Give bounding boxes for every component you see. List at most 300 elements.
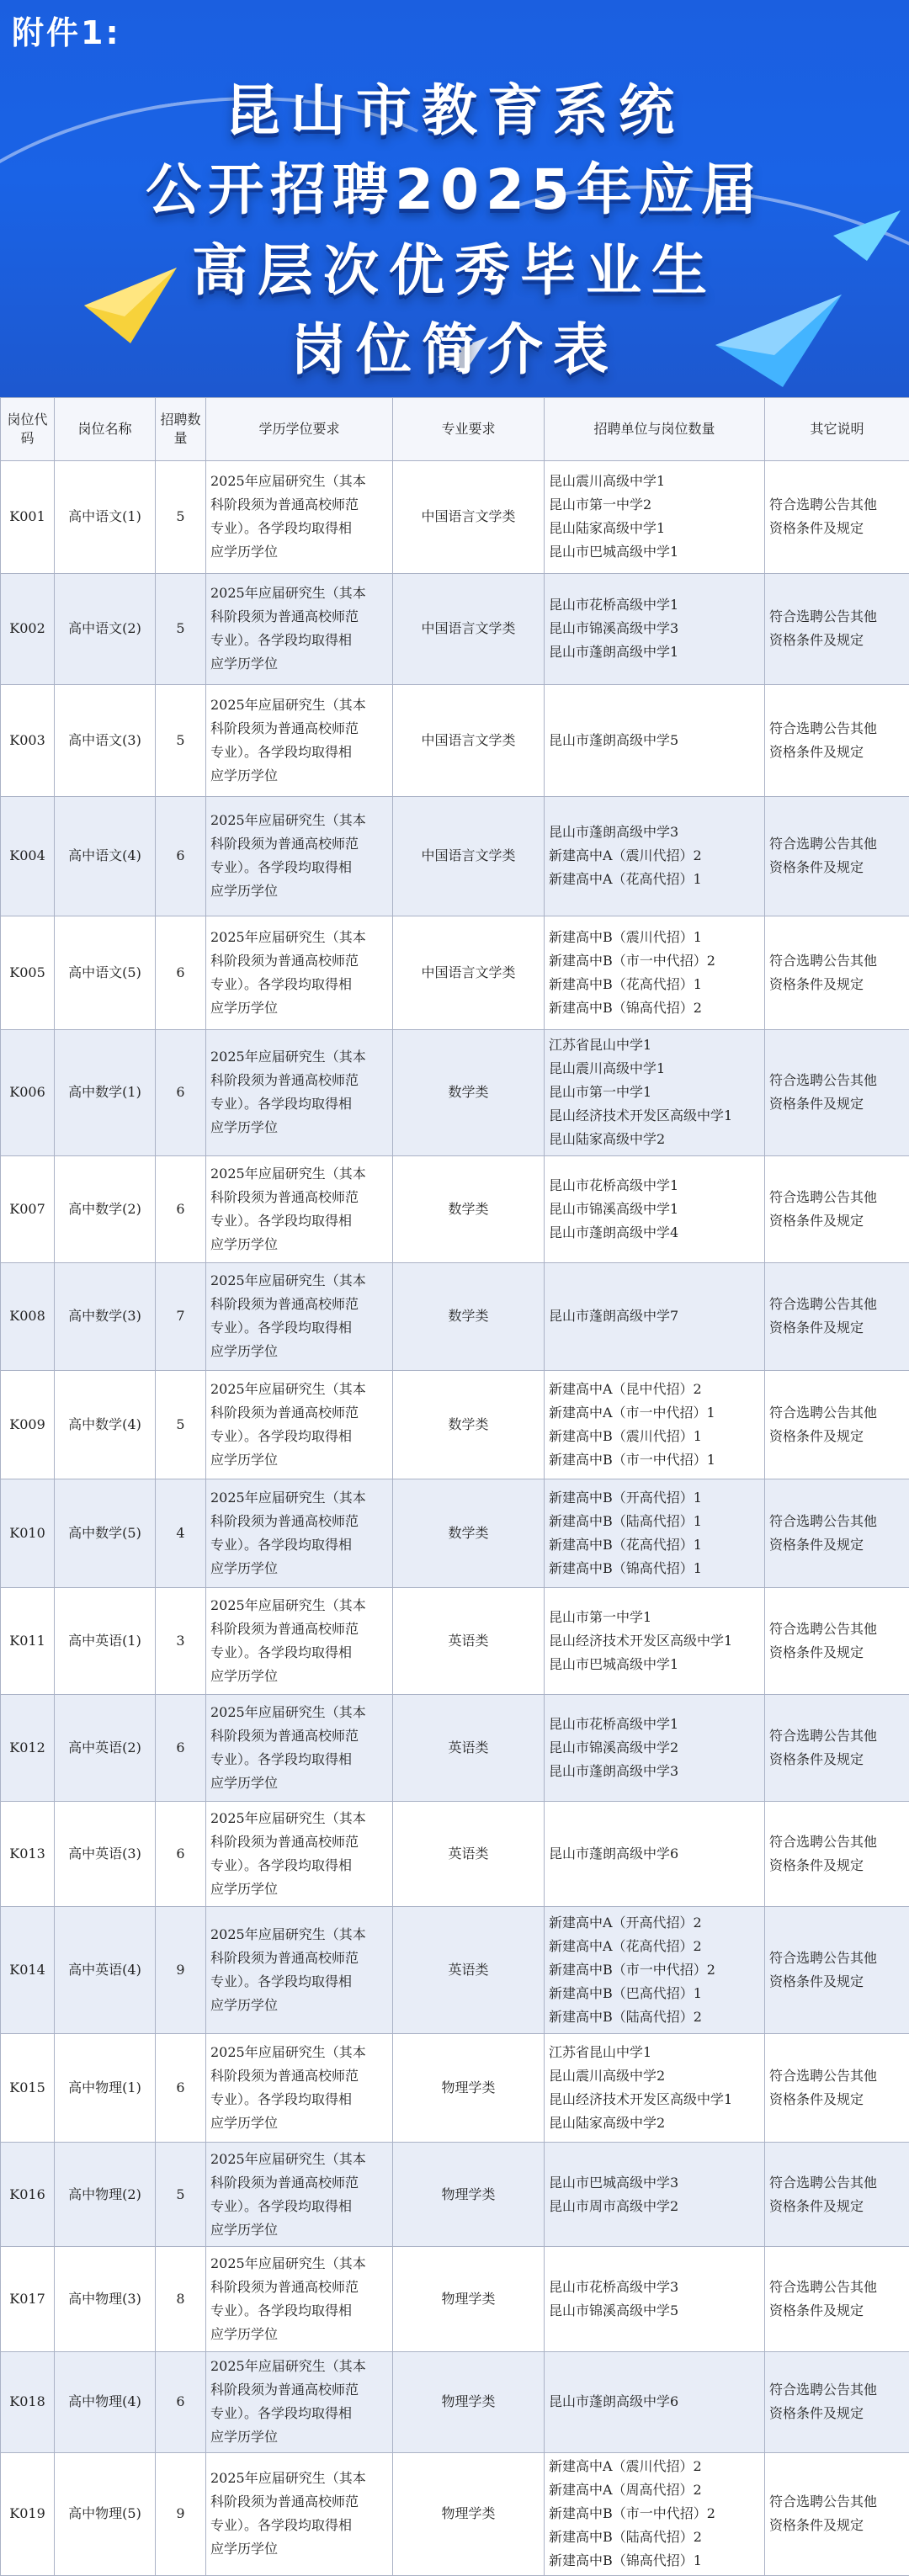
hire-count: 5 — [156, 461, 206, 574]
position-code: K010 — [1, 1479, 55, 1587]
education-requirement-line: 2025年应届研究生（其本 — [210, 1704, 366, 1721]
education-requirement-line: 科阶段须为普通高校师范 — [210, 836, 359, 852]
major-requirement: 数学类 — [393, 1155, 545, 1262]
other-notes-line: 符合选聘公告其他 — [769, 2068, 878, 2085]
position-name: 高中英语(3) — [55, 1802, 156, 1907]
hiring-units-line: 新建高中B（震川代招）1 — [549, 1427, 702, 1444]
title-line-4: 岗位简介表 — [290, 317, 619, 382]
position-code: K003 — [1, 684, 55, 796]
table-row — [1, 2034, 909, 2143]
position-name: 高中语文(2) — [55, 573, 156, 684]
hiring-units-line: 昆山市蓬朗高级中学7 — [549, 1308, 679, 1325]
other-notes-line: 资格条件及规定 — [769, 520, 864, 537]
hire-count: 3 — [156, 1587, 206, 1695]
other-notes — [765, 1695, 909, 1802]
education-requirement-line: 应学历学位 — [210, 1775, 279, 1792]
table-row — [1, 1907, 909, 2034]
education-requirement-line: 专业）。各学段均取得相 — [210, 1320, 353, 1336]
education-requirement-line: 专业）。各学段均取得相 — [210, 1973, 353, 1990]
other-notes-line: 符合选聘公告其他 — [769, 1950, 878, 1967]
education-requirement-line: 科阶段须为普通高校师范 — [210, 2279, 359, 2296]
position-name: 高中数学(2) — [55, 1155, 156, 1262]
hire-count: 6 — [156, 1802, 206, 1907]
hiring-units-line: 新建高中B（锦高代招）1 — [549, 1559, 702, 1576]
table-row — [1, 2351, 909, 2452]
hiring-units — [545, 2143, 765, 2247]
education-requirement-line: 应学历学位 — [210, 1997, 279, 2014]
education-requirement — [206, 1370, 393, 1479]
education-requirement — [206, 1262, 393, 1370]
table-row — [1, 1370, 909, 1479]
hiring-units-line: 昆山市第一中学2 — [549, 497, 652, 513]
education-requirement-line: 应学历学位 — [210, 2221, 279, 2238]
hiring-units — [545, 1695, 765, 1802]
other-notes-line: 资格条件及规定 — [769, 2302, 864, 2319]
other-notes — [765, 796, 909, 916]
education-requirement-line: 2025年应届研究生（其本 — [210, 585, 366, 602]
hiring-units — [545, 1907, 765, 2034]
table-row — [1, 1479, 909, 1587]
education-requirement-line: 专业）。各学段均取得相 — [210, 1212, 353, 1229]
education-requirement-line: 科阶段须为普通高校师范 — [210, 1728, 359, 1745]
education-requirement — [206, 1155, 393, 1262]
position-code: K018 — [1, 2351, 55, 2452]
hire-count: 8 — [156, 2247, 206, 2352]
education-requirement-line: 2025年应届研究生（其本 — [210, 1810, 366, 1827]
other-notes-line: 符合选聘公告其他 — [769, 2279, 878, 2296]
education-requirement-line: 专业）。各学段均取得相 — [210, 1857, 353, 1874]
hiring-units-line: 昆山市锦溪高级中学3 — [549, 620, 679, 637]
table-row — [1, 1155, 909, 1262]
hiring-units-line: 昆山陆家高级中学2 — [549, 2115, 666, 2132]
hiring-units-line: 昆山市锦溪高级中学2 — [549, 1739, 679, 1756]
hiring-units-line: 昆山市蓬朗高级中学4 — [549, 1224, 679, 1240]
position-name: 高中英语(4) — [55, 1907, 156, 2034]
other-notes — [765, 2034, 909, 2143]
col-header-education: 学历学位要求 — [206, 398, 393, 461]
table-header-row — [1, 398, 909, 461]
education-requirement — [206, 1695, 393, 1802]
education-requirement-line: 应学历学位 — [210, 544, 279, 560]
education-requirement-line: 科阶段须为普通高校师范 — [210, 1188, 359, 1205]
other-notes — [765, 1907, 909, 2034]
hiring-units-line: 昆山陆家高级中学2 — [549, 1131, 666, 1148]
education-requirement-line: 应学历学位 — [210, 883, 279, 900]
position-name: 高中英语(2) — [55, 1695, 156, 1802]
hire-count: 6 — [156, 2351, 206, 2452]
hire-count: 9 — [156, 2452, 206, 2575]
hiring-units-line: 昆山经济技术开发区高级中学1 — [549, 2091, 733, 2108]
other-notes — [765, 1155, 909, 1262]
hiring-units-line: 新建高中B（开高代招）1 — [549, 1489, 702, 1506]
education-requirement-line: 科阶段须为普通高校师范 — [210, 2494, 359, 2510]
education-requirement-line: 应学历学位 — [210, 1881, 279, 1898]
table-row — [1, 573, 909, 684]
hiring-units-line: 昆山市巴城高级中学1 — [549, 544, 679, 560]
education-requirement — [206, 2351, 393, 2452]
hiring-units-line: 昆山震川高级中学1 — [549, 1060, 666, 1077]
hiring-units-line: 新建高中A（震川代招）2 — [549, 847, 702, 864]
other-notes-line: 符合选聘公告其他 — [769, 1296, 878, 1313]
hire-count: 5 — [156, 1370, 206, 1479]
education-requirement-line: 应学历学位 — [210, 1235, 279, 1252]
education-requirement-line: 科阶段须为普通高校师范 — [210, 2174, 359, 2191]
hiring-units-line: 新建高中A（市一中代招）1 — [549, 1404, 715, 1421]
other-notes-line: 资格条件及规定 — [769, 632, 864, 649]
education-requirement-line: 科阶段须为普通高校师范 — [210, 952, 359, 969]
major-requirement: 中国语言文学类 — [393, 573, 545, 684]
col-header-units: 招聘单位与岗位数量 — [545, 398, 765, 461]
education-requirement — [206, 573, 393, 684]
hiring-units-line: 昆山市周市高级中学2 — [549, 2197, 679, 2214]
education-requirement-line: 科阶段须为普通高校师范 — [210, 1834, 359, 1851]
education-requirement-line: 应学历学位 — [210, 2429, 279, 2446]
position-name: 高中物理(2) — [55, 2143, 156, 2247]
other-notes-line: 资格条件及规定 — [769, 1857, 864, 1874]
education-requirement-line: 2025年应届研究生（其本 — [210, 1272, 366, 1289]
hiring-units-line: 昆山震川高级中学2 — [549, 2068, 666, 2085]
other-notes — [765, 916, 909, 1029]
hiring-units-line: 新建高中B（花高代招）1 — [549, 1536, 702, 1553]
education-requirement — [206, 1802, 393, 1907]
position-code: K002 — [1, 573, 55, 684]
education-requirement-line: 专业）。各学段均取得相 — [210, 2091, 353, 2108]
other-notes — [765, 1029, 909, 1155]
hiring-units-line: 新建高中A（花高代招）1 — [549, 871, 702, 888]
title-line-2: 公开招聘2025年应届 — [146, 157, 763, 222]
other-notes-line: 资格条件及规定 — [769, 1644, 864, 1660]
other-notes — [765, 1479, 909, 1587]
other-notes-line: 资格条件及规定 — [769, 1212, 864, 1229]
education-requirement-line: 应学历学位 — [210, 767, 279, 783]
major-requirement: 中国语言文学类 — [393, 461, 545, 574]
hiring-units-line: 江苏省昆山中学1 — [549, 2044, 652, 2061]
hiring-units-line: 昆山市蓬朗高级中学6 — [549, 1846, 679, 1862]
education-requirement-line: 科阶段须为普通高校师范 — [210, 1620, 359, 1637]
position-name: 高中语文(1) — [55, 461, 156, 574]
hire-count: 6 — [156, 1155, 206, 1262]
hiring-units — [545, 1587, 765, 1695]
other-notes-line: 符合选聘公告其他 — [769, 497, 878, 513]
education-requirement-line: 应学历学位 — [210, 1451, 279, 1468]
other-notes — [765, 2351, 909, 2452]
hiring-units — [545, 1029, 765, 1155]
education-requirement — [206, 684, 393, 796]
other-notes-line: 资格条件及规定 — [769, 1536, 864, 1553]
education-requirement-line: 2025年应届研究生（其本 — [210, 2358, 366, 2375]
hiring-units — [545, 2034, 765, 2143]
hiring-units-line: 新建高中B（市一中代招）2 — [549, 952, 715, 969]
other-notes-line: 资格条件及规定 — [769, 743, 864, 760]
education-requirement — [206, 1907, 393, 2034]
other-notes-line: 符合选聘公告其他 — [769, 1512, 878, 1529]
other-notes — [765, 1587, 909, 1695]
major-requirement: 英语类 — [393, 1587, 545, 1695]
other-notes-line: 资格条件及规定 — [769, 1320, 864, 1336]
education-requirement-line: 2025年应届研究生（其本 — [210, 1489, 366, 1506]
education-requirement-line: 2025年应届研究生（其本 — [210, 2255, 366, 2272]
position-code: K012 — [1, 1695, 55, 1802]
education-requirement-line: 2025年应届研究生（其本 — [210, 928, 366, 945]
education-requirement-line: 专业）。各学段均取得相 — [210, 1427, 353, 1444]
other-notes-line: 符合选聘公告其他 — [769, 1834, 878, 1851]
other-notes — [765, 1370, 909, 1479]
table-row — [1, 1695, 909, 1802]
hiring-units-line: 新建高中B（陆高代招）2 — [549, 2529, 702, 2546]
other-notes-line: 符合选聘公告其他 — [769, 1728, 878, 1745]
major-requirement: 物理学类 — [393, 2034, 545, 2143]
table-row — [1, 684, 909, 796]
education-requirement-line: 2025年应届研究生（其本 — [210, 1380, 366, 1397]
education-requirement-line: 应学历学位 — [210, 1119, 279, 1136]
major-requirement: 数学类 — [393, 1262, 545, 1370]
hire-count: 6 — [156, 1029, 206, 1155]
education-requirement-line: 应学历学位 — [210, 2115, 279, 2132]
major-requirement: 数学类 — [393, 1479, 545, 1587]
position-name: 高中英语(1) — [55, 1587, 156, 1695]
hiring-units-line: 江苏省昆山中学1 — [549, 1037, 652, 1054]
other-notes-line: 资格条件及规定 — [769, 975, 864, 992]
other-notes-line: 符合选聘公告其他 — [769, 836, 878, 852]
position-name: 高中数学(5) — [55, 1479, 156, 1587]
education-requirement-line: 专业）。各学段均取得相 — [210, 1096, 353, 1113]
position-code: K005 — [1, 916, 55, 1029]
major-requirement: 中国语言文学类 — [393, 796, 545, 916]
position-name: 高中物理(1) — [55, 2034, 156, 2143]
col-header-count: 招聘数量 — [156, 398, 206, 461]
education-requirement-line: 专业）。各学段均取得相 — [210, 743, 353, 760]
other-notes — [765, 461, 909, 574]
education-requirement-line: 科阶段须为普通高校师范 — [210, 2068, 359, 2085]
hiring-units-line: 新建高中B（锦高代招）2 — [549, 999, 702, 1016]
table-row — [1, 916, 909, 1029]
education-requirement-line: 2025年应届研究生（其本 — [210, 696, 366, 713]
education-requirement-line: 科阶段须为普通高校师范 — [210, 2382, 359, 2398]
hire-count: 7 — [156, 1262, 206, 1370]
header-banner — [0, 0, 909, 397]
hiring-units-line: 昆山经济技术开发区高级中学1 — [549, 1632, 733, 1649]
attachment-label: 附件1: — [12, 14, 121, 51]
hiring-units-line: 昆山经济技术开发区高级中学1 — [549, 1107, 733, 1124]
hiring-units-line: 昆山市蓬朗高级中学3 — [549, 1763, 679, 1780]
hire-count: 4 — [156, 1479, 206, 1587]
hiring-units-line: 新建高中A（周高代招）2 — [549, 2482, 702, 2499]
education-requirement-line: 科阶段须为普通高校师范 — [210, 1072, 359, 1089]
hiring-units — [545, 2247, 765, 2352]
table-row — [1, 1802, 909, 1907]
title-line-3: 高层次优秀毕业生 — [192, 238, 717, 303]
other-notes-line: 符合选聘公告其他 — [769, 1620, 878, 1637]
hiring-units-line: 新建高中B（震川代招）1 — [549, 928, 702, 945]
hiring-units-line: 新建高中B（锦高代招）1 — [549, 2552, 702, 2569]
table-row — [1, 2247, 909, 2352]
hiring-units-line: 新建高中B（市一中代招）2 — [549, 1962, 715, 1978]
education-requirement-line: 应学历学位 — [210, 656, 279, 672]
other-notes — [765, 1262, 909, 1370]
hiring-units — [545, 461, 765, 574]
hiring-units-line: 昆山市巴城高级中学3 — [549, 2174, 679, 2191]
position-name: 高中数学(1) — [55, 1029, 156, 1155]
education-requirement-line: 科阶段须为普通高校师范 — [210, 1512, 359, 1529]
hiring-units-line: 新建高中B（巴高代招）1 — [549, 1985, 702, 2002]
education-requirement-line: 科阶段须为普通高校师范 — [210, 1296, 359, 1313]
other-notes — [765, 2452, 909, 2575]
hiring-units-line: 新建高中B（市一中代招）2 — [549, 2505, 715, 2522]
education-requirement — [206, 2452, 393, 2575]
hiring-units-line: 昆山市蓬朗高级中学1 — [549, 644, 679, 661]
education-requirement-line: 2025年应届研究生（其本 — [210, 812, 366, 829]
hiring-units — [545, 2452, 765, 2575]
position-name: 高中物理(4) — [55, 2351, 156, 2452]
education-requirement-line: 专业）。各学段均取得相 — [210, 1751, 353, 1768]
education-requirement — [206, 1029, 393, 1155]
table-row — [1, 1029, 909, 1155]
education-requirement-line: 2025年应届研究生（其本 — [210, 1596, 366, 1613]
other-notes — [765, 1802, 909, 1907]
education-requirement-line: 2025年应届研究生（其本 — [210, 1926, 366, 1943]
education-requirement-line: 科阶段须为普通高校师范 — [210, 497, 359, 513]
hire-count: 6 — [156, 916, 206, 1029]
education-requirement — [206, 916, 393, 1029]
major-requirement: 物理学类 — [393, 2351, 545, 2452]
hiring-units — [545, 1479, 765, 1587]
hire-count: 5 — [156, 2143, 206, 2247]
major-requirement: 中国语言文学类 — [393, 684, 545, 796]
hire-count: 5 — [156, 684, 206, 796]
position-code: K015 — [1, 2034, 55, 2143]
hiring-units-line: 昆山市花桥高级中学1 — [549, 1176, 679, 1193]
education-requirement-line: 科阶段须为普通高校师范 — [210, 608, 359, 625]
hiring-units-line: 昆山市蓬朗高级中学6 — [549, 2393, 679, 2410]
hiring-units — [545, 796, 765, 916]
education-requirement — [206, 1587, 393, 1695]
other-notes-line: 资格条件及规定 — [769, 2405, 864, 2422]
col-header-name: 岗位名称 — [55, 398, 156, 461]
other-notes-line: 资格条件及规定 — [769, 2091, 864, 2108]
education-requirement-line: 专业）。各学段均取得相 — [210, 520, 353, 537]
education-requirement-line: 专业）。各学段均取得相 — [210, 1536, 353, 1553]
education-requirement-line: 应学历学位 — [210, 1343, 279, 1360]
hiring-units — [545, 1262, 765, 1370]
hiring-units-line: 昆山陆家高级中学1 — [549, 520, 666, 537]
hiring-units-line: 新建高中A（震川代招）2 — [549, 2458, 702, 2475]
hiring-units-line: 新建高中A（花高代招）2 — [549, 1938, 702, 1955]
table-row — [1, 2143, 909, 2247]
position-code: K008 — [1, 1262, 55, 1370]
hire-count: 6 — [156, 1695, 206, 1802]
education-requirement-line: 科阶段须为普通高校师范 — [210, 720, 359, 736]
major-requirement: 物理学类 — [393, 2247, 545, 2352]
hiring-units-line: 昆山市蓬朗高级中学5 — [549, 731, 679, 748]
hiring-units — [545, 684, 765, 796]
table-row — [1, 796, 909, 916]
major-requirement: 数学类 — [393, 1370, 545, 1479]
hire-count: 5 — [156, 573, 206, 684]
col-header-notes: 其它说明 — [765, 398, 909, 461]
table-row — [1, 461, 909, 574]
other-notes-line: 符合选聘公告其他 — [769, 720, 878, 736]
hiring-units-line: 昆山市蓬朗高级中学3 — [549, 824, 679, 841]
other-notes-line: 资格条件及规定 — [769, 1427, 864, 1444]
hiring-units — [545, 1802, 765, 1907]
other-notes-line: 符合选聘公告其他 — [769, 1404, 878, 1421]
other-notes-line: 资格条件及规定 — [769, 1096, 864, 1113]
major-requirement: 英语类 — [393, 1695, 545, 1802]
other-notes-line: 符合选聘公告其他 — [769, 608, 878, 625]
hiring-units-line: 新建高中A（昆中代招）2 — [549, 1380, 702, 1397]
table-row — [1, 2452, 909, 2575]
position-code: K009 — [1, 1370, 55, 1479]
position-code: K014 — [1, 1907, 55, 2034]
education-requirement-line: 专业）。各学段均取得相 — [210, 975, 353, 992]
education-requirement-line: 2025年应届研究生（其本 — [210, 1049, 366, 1065]
major-requirement: 数学类 — [393, 1029, 545, 1155]
hiring-units — [545, 1155, 765, 1262]
hiring-units-line: 新建高中B（花高代招）1 — [549, 975, 702, 992]
education-requirement-line: 2025年应届研究生（其本 — [210, 2044, 366, 2061]
education-requirement-line: 应学历学位 — [210, 999, 279, 1016]
position-name: 高中数学(4) — [55, 1370, 156, 1479]
other-notes-line: 符合选聘公告其他 — [769, 2174, 878, 2191]
education-requirement — [206, 461, 393, 574]
other-notes-line: 符合选聘公告其他 — [769, 952, 878, 969]
hiring-units-line: 新建高中A（开高代招）2 — [549, 1915, 702, 1931]
education-requirement-line: 2025年应届研究生（其本 — [210, 473, 366, 490]
position-code: K006 — [1, 1029, 55, 1155]
hire-count: 6 — [156, 796, 206, 916]
hiring-units — [545, 2351, 765, 2452]
hiring-units-line: 昆山市巴城高级中学1 — [549, 1655, 679, 1672]
education-requirement-line: 专业）。各学段均取得相 — [210, 632, 353, 649]
education-requirement-line: 专业）。各学段均取得相 — [210, 2517, 353, 2534]
education-requirement-line: 应学历学位 — [210, 1559, 279, 1576]
education-requirement-line: 2025年应届研究生（其本 — [210, 1165, 366, 1182]
other-notes — [765, 2143, 909, 2247]
position-code: K001 — [1, 461, 55, 574]
hiring-units-line: 昆山市花桥高级中学1 — [549, 1716, 679, 1733]
education-requirement — [206, 1479, 393, 1587]
hiring-units-line: 昆山震川高级中学1 — [549, 473, 666, 490]
position-code: K019 — [1, 2452, 55, 2575]
education-requirement-line: 科阶段须为普通高校师范 — [210, 1404, 359, 1421]
education-requirement-line: 专业）。各学段均取得相 — [210, 2197, 353, 2214]
position-code: K011 — [1, 1587, 55, 1695]
other-notes-line: 符合选聘公告其他 — [769, 2494, 878, 2510]
education-requirement — [206, 2034, 393, 2143]
education-requirement — [206, 2143, 393, 2247]
title-line-1: 昆山市教育系统 — [225, 78, 684, 143]
education-requirement-line: 2025年应届研究生（其本 — [210, 2470, 366, 2487]
table-body — [1, 461, 909, 2576]
hiring-units-line: 新建高中B（市一中代招）1 — [549, 1451, 715, 1468]
other-notes-line: 资格条件及规定 — [769, 859, 864, 876]
position-name: 高中物理(5) — [55, 2452, 156, 2575]
other-notes-line: 资格条件及规定 — [769, 1973, 864, 1990]
major-requirement: 英语类 — [393, 1907, 545, 2034]
hiring-units — [545, 1370, 765, 1479]
position-name: 高中语文(4) — [55, 796, 156, 916]
other-notes-line: 符合选聘公告其他 — [769, 1072, 878, 1089]
other-notes — [765, 573, 909, 684]
position-code: K016 — [1, 2143, 55, 2247]
col-header-major: 专业要求 — [393, 398, 545, 461]
education-requirement-line: 专业）。各学段均取得相 — [210, 2302, 353, 2319]
hiring-units-line: 昆山市锦溪高级中学5 — [549, 2302, 679, 2319]
position-code: K017 — [1, 2247, 55, 2352]
other-notes — [765, 2247, 909, 2352]
major-requirement: 物理学类 — [393, 2452, 545, 2575]
other-notes — [765, 684, 909, 796]
